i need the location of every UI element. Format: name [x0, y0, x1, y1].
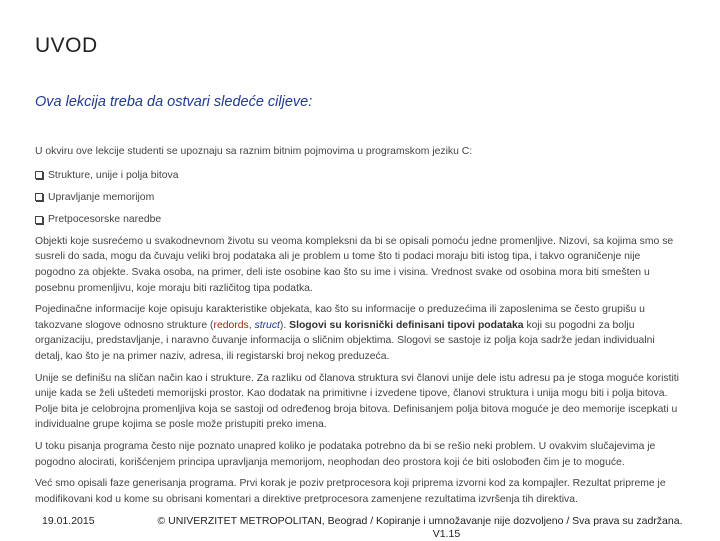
bullet-label: Pretpocesorske naredbe — [48, 213, 162, 225]
paragraph-structures-rest: koji su pogodni za bolju organizaciju, predstavljanje, i naravno čuvanje informacija o sličnim objektima. Slogovi se sastoje iz polja koja sadrže jedan individualni detalj, kao što je na primer naziv, adresa, ili registarski broj nekog preduzeća. — [35, 319, 655, 363]
footer-copyright — [150, 515, 690, 541]
checkbox-bullet-icon — [35, 171, 43, 179]
paragraph-memory: U toku pisanja programa često nije poznato unapred koliko je podataka potrebno da bi se rešio neki problem. U ovakvim slučajevima je pogodno alocirati, korišćenjem principa upravljanja memorijom, neophodan deo prostora koji će biti oslobođen čim je to moguće. — [35, 441, 656, 468]
bullet-item — [35, 190, 683, 206]
paragraph-preprocessor: Već smo opisali faze generisanja programa. Prvi korak je poziv pretprocesora koji priprema izvorni kod za kompajler. Rezultat pripreme je modifikovani kod u kome su obrisani komentari a direktive pretprocesora zamenjene rezultatima izvršenja tih direktiva. — [35, 478, 666, 505]
bullet-item — [35, 212, 683, 228]
comma-separator: , — [248, 319, 255, 331]
footer — [0, 512, 720, 540]
slide-subtitle: Ova lekcija treba da ostvari sledeće ciljeve: — [35, 94, 313, 110]
intro-text: U okviru ove lekcije studenti se upoznaju sa raznim bitnim pojmovima u programskom jeziku C: — [35, 146, 473, 157]
close-paren: ). — [279, 319, 290, 331]
bullet-item — [35, 168, 683, 184]
footer-date: 19.01.2015 — [42, 515, 95, 527]
bullet-label: Strukture, unije i polja bitova — [48, 169, 179, 181]
redords-term: redords — [213, 319, 249, 331]
bold-definition: Slogovi su korisnički definisani tipovi podataka — [289, 319, 524, 331]
copyright-text: © UNIVERZITET METROPOLITAN, Beograd / Kopiranje i umnožavanje nije dozvoljeno / Sva prava su zadržana. — [157, 515, 683, 527]
version-label: V1.15 — [432, 528, 461, 540]
slide-body — [35, 144, 683, 513]
checkbox-bullet-icon — [35, 193, 43, 201]
paragraph-structures — [35, 302, 683, 364]
bullet-label: Upravljanje memorijom — [48, 191, 155, 203]
paragraph-objects: Objekti koje susrećemo u svakodnevnom životu su veoma kompleksni da bi se opisali pomoću jedne promenljive. Nizovi, sa kojima smo se susreli do sada, mogu da čuvaju veliki broj podataka ali je problem u tome što ti podaci moraju biti istog tipa, i takvo ograničenje nije pogodno za objekte. Svaka osoba, na primer, deli iste osobine kao što su ime i visina. Vrednost svake od osobina mora biti smešten u posebnu promenljivu, koje moraju biti različitog tipa podatka. — [35, 235, 674, 294]
paragraph-unions: Unije se definišu na sličan način kao i strukture. Za razliku od članova struktura svi članovi unije dele istu adresu pa je stoga moguće koristiti unije kada se želi uštedeti memorijski prostor. Kao dodatak na primitivne i izvedene tipove, članovi struktura i unija mogu biti i polja bitova. Polje bita je celobrojna promenljiva koja se sastoji od određenog broja bitova. Definisanjem polja bitova moguće je deo memorije iscepkati u individualne grupe kojima se posle može pristupiti preko imena. — [35, 372, 679, 431]
checkbox-bullet-icon — [35, 216, 43, 224]
struct-term: struct — [254, 319, 280, 331]
paragraph-structures-part1: Pojedinačne informacije koje opisuju karakteristike objekata, kao što su informacije o preduzećima ili zaposlenima se često grupišu u takozvane slogove odnosno strukture ( — [35, 304, 645, 331]
slide-title: UVOD — [35, 34, 98, 57]
